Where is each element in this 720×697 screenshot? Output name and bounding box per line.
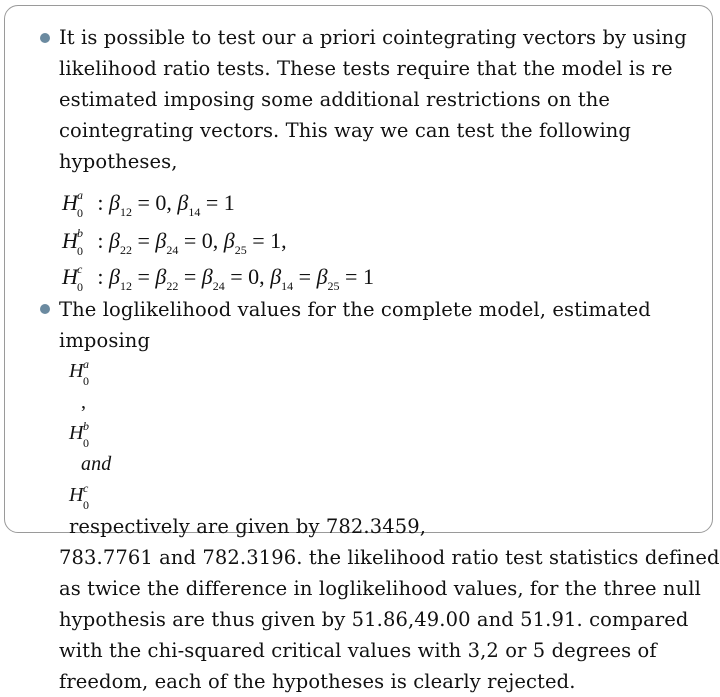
- para2-line-4: as twice the difference in loglikelihood values, for the three null: [59, 577, 701, 600]
- para1-line-2: likelihood ratio tests. These tests require that the model is re: [59, 57, 673, 80]
- bullet-marker-2: [40, 304, 50, 314]
- para1-line-1: It is possible to test our a priori cointegrating vectors by using: [59, 26, 687, 49]
- inline-hypotheses-math: H a 0 , H b 0 and H c 0: [69, 357, 112, 512]
- equation-hypothesis-a: H a 0 : $\beta_{12} = 0$, $\beta_{14} = 1$: [62, 188, 235, 220]
- para2-line-2: imposing H a 0 , H b 0 and H c 0 respectively are given by 782.3459,: [59, 325, 709, 542]
- para1-line-3: estimated imposing some additional restrictions on the: [59, 88, 611, 111]
- para2-line-1: The loglikelihood values for the complete model, estimated: [59, 298, 651, 321]
- paragraph-1: [59, 22, 709, 177]
- paragraph-2: [59, 294, 720, 697]
- para2-line-3: 783.7761 and 782.3196. the likelihood ratio test statistics defined: [59, 546, 720, 569]
- para1-line-4: cointegrating vectors. This way we can test the following: [59, 119, 632, 142]
- equation-hypothesis-b: H b 0 : $\beta_{22} = \beta_{24} = 0$, $\beta_{25} = 1$,: [62, 226, 287, 258]
- bullet-marker-1: [40, 33, 50, 43]
- equation-hypothesis-c: H c 0 : $\beta_{12} = \beta_{22} = \beta_{24} = 0$, $\beta_{14} = \beta_{25} = 1$: [62, 262, 374, 294]
- para2-line-6: with the chi-squared critical values with 3,2 or 5 degrees of: [59, 639, 657, 662]
- para2-line-5: hypothesis are thus given by 51.86,49.00 and 51.91. compared: [59, 608, 689, 631]
- para2-line-7: freedom, each of the hypotheses is clearly rejected.: [59, 670, 576, 693]
- para1-line-5: hypotheses,: [59, 150, 178, 173]
